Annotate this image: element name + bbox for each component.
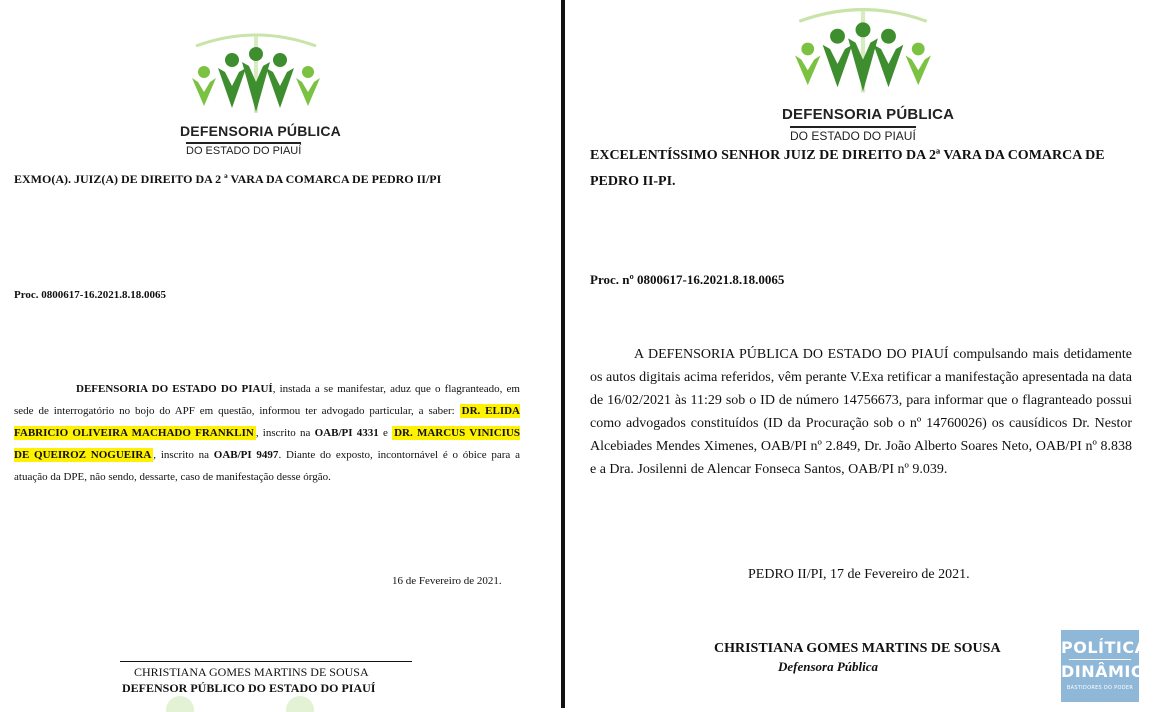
left-body-intro: , instada a se manifestar, aduz que o flagranteado, em sede de interrogatório no bojo do APF em questão, informou ter advogado particular, a saber: xyxy=(14,383,520,417)
left-document xyxy=(0,0,560,708)
oab-number-1: OAB/PI 4331 xyxy=(314,427,379,439)
right-logo-subtitle: DO ESTADO DO PIAUÍ xyxy=(790,126,916,143)
left-signature-name: CHRISTIANA GOMES MARTINS DE SOUSA xyxy=(134,665,369,679)
right-signature-title: Defensora Pública xyxy=(778,659,879,674)
left-logo xyxy=(176,28,341,158)
left-heading: EXMO(A). JUIZ(A) DE DIREITO DA 2 ª VARA DA COMARCA DE PEDRO II/PI xyxy=(14,172,442,186)
politica-dinamica-watermark xyxy=(1061,630,1156,702)
oab-number-2: OAB/PI 9497 xyxy=(213,449,279,461)
watermark-divider xyxy=(1069,659,1131,660)
right-heading-line-2: PEDRO II-PI. xyxy=(590,174,676,189)
left-body-mid-1: , inscrito na xyxy=(255,427,315,439)
right-heading-line-1: EXCELENTÍSSIMO SENHOR JUIZ DE DIREITO DA 2ª VARA DA COMARCA DE xyxy=(590,148,1105,163)
watermark-line-2: DINÂMICA xyxy=(1061,662,1156,681)
left-body-paragraph xyxy=(14,378,520,488)
watermark-tagline: BASTIDORES DO PODER xyxy=(1066,685,1134,691)
left-body-tail: . Diante do exposto, incontornável é o óbice para a atuação da DPE, não sendo, dessarte, caso de manifestação desse órgão. xyxy=(14,449,520,483)
lawyer-name-1: DR. ELIDA FABRICIO OLIVEIRA MACHADO FRANKLIN xyxy=(14,405,520,439)
defensoria-emblem-icon xyxy=(778,2,948,98)
left-body-mid-3: , inscrito na xyxy=(153,449,214,461)
defensoria-emblem-icon xyxy=(176,28,336,118)
left-logo-subtitle: DO ESTADO DO PIAUÍ xyxy=(186,142,301,157)
left-date: 16 de Fevereiro de 2021. xyxy=(392,575,502,587)
right-logo-org-name: DEFENSORIA PÚBLICA xyxy=(782,106,955,123)
lawyer-name-2: DR. MARCUS VINICIUS DE QUEIROZ NOGUEIRA xyxy=(14,427,520,461)
faded-emblem-icon xyxy=(150,692,350,712)
left-body-mid-2: e xyxy=(378,427,393,439)
watermark-line-1: POLÍTICA xyxy=(1061,638,1148,657)
page-divider xyxy=(561,0,565,708)
left-proc-number: Proc. 0800617-16.2021.8.18.0065 xyxy=(14,289,166,301)
right-body-paragraph: A DEFENSORIA PÚBLICA DO ESTADO DO PIAUÍ compulsando mais detidamente os autos digitais acima referidos, vêm perante V.Exa retificar a manifestação apresentada na data de 16/02/2021 às 11:29 sob o ID de número 14756673, para informar que o flagranteado possui como advogados constituídos (ID da Procuração sob o nº 14760026) os causídicos Dr. Nestor Alcebiades Mendes Ximenes, OAB/PI nº 2.849, Dr. João Alberto Soares Neto, OAB/PI nº 8.838 e a Dra. Josilenni de Alencar Fonseca Santos, OAB/PI nº 9.039. xyxy=(590,347,1132,477)
right-date: PEDRO II/PI, 17 de Fevereiro de 2021. xyxy=(748,567,970,582)
right-logo xyxy=(778,2,955,143)
right-signature-name: CHRISTIANA GOMES MARTINS DE SOUSA xyxy=(714,641,1001,656)
right-proc-number: Proc. nº 0800617-16.2021.8.18.0065 xyxy=(590,272,785,287)
right-document xyxy=(566,0,1156,708)
left-signature-line xyxy=(120,661,412,662)
left-signature-title: DEFENSOR PÚBLICO DO ESTADO DO PIAUÍ xyxy=(122,681,376,695)
left-body-org: DEFENSORIA DO ESTADO DO PIAUÍ xyxy=(76,383,273,395)
left-logo-org-name: DEFENSORIA PÚBLICA xyxy=(180,123,341,139)
